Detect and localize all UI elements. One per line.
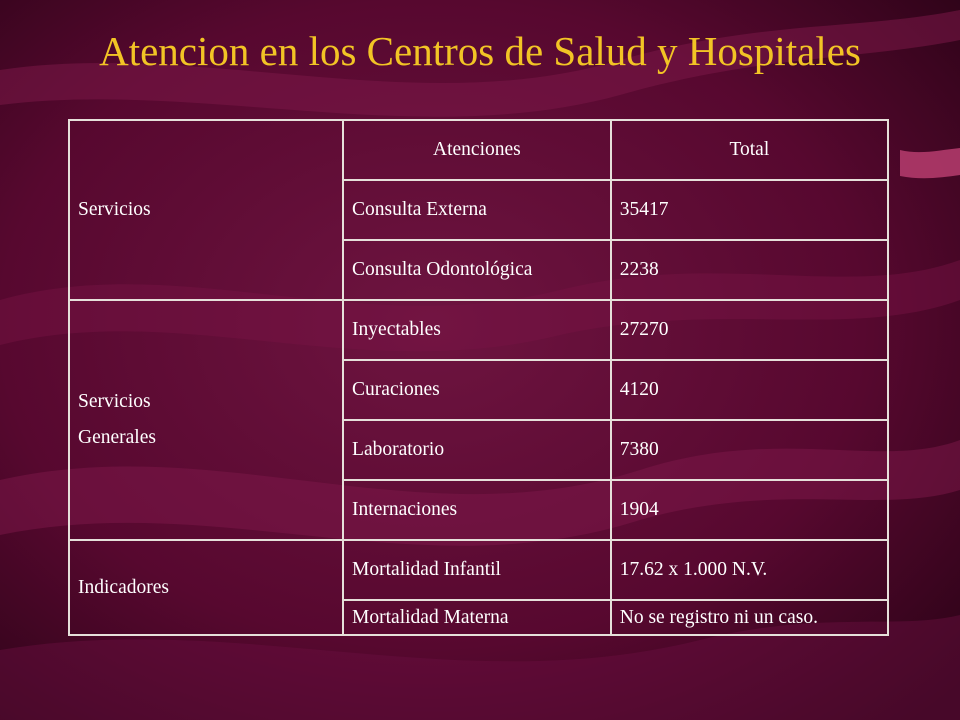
group-label-line1: Servicios <box>78 391 151 412</box>
slide-title: Atencion en los Centros de Salud y Hospitales <box>99 28 861 74</box>
cell-atencion: Internaciones <box>343 480 611 540</box>
cell-total: 4120 <box>611 360 888 420</box>
cell-atencion: Curaciones <box>343 360 611 420</box>
cell-total: 35417 <box>611 180 888 240</box>
column-header-atenciones: Atenciones <box>343 120 611 180</box>
cell-total: 1904 <box>611 480 888 540</box>
cell-atencion: Laboratorio <box>343 420 611 480</box>
table-row <box>69 540 888 600</box>
cell-atencion: Mortalidad Materna <box>343 600 611 635</box>
cell-total: 7380 <box>611 420 888 480</box>
cell-total: 17.62 x 1.000 N.V. <box>611 540 888 600</box>
cell-atencion: Consulta Odontológica <box>343 240 611 300</box>
group-cell-indicadores: Indicadores <box>69 540 343 635</box>
table-header-row <box>69 120 888 180</box>
cell-total: 2238 <box>611 240 888 300</box>
group-cell-servicios: Servicios <box>69 120 343 300</box>
table-row <box>69 300 888 360</box>
column-header-total: Total <box>611 120 888 180</box>
attention-table <box>68 119 889 636</box>
cell-total: No se registro ni un caso. <box>611 600 888 635</box>
cell-total: 27270 <box>611 300 888 360</box>
group-label-line2: Generales <box>78 427 156 448</box>
cell-atencion: Consulta Externa <box>343 180 611 240</box>
cell-atencion: Inyectables <box>343 300 611 360</box>
cell-atencion: Mortalidad Infantil <box>343 540 611 600</box>
group-cell-servicios-generales <box>69 300 343 540</box>
